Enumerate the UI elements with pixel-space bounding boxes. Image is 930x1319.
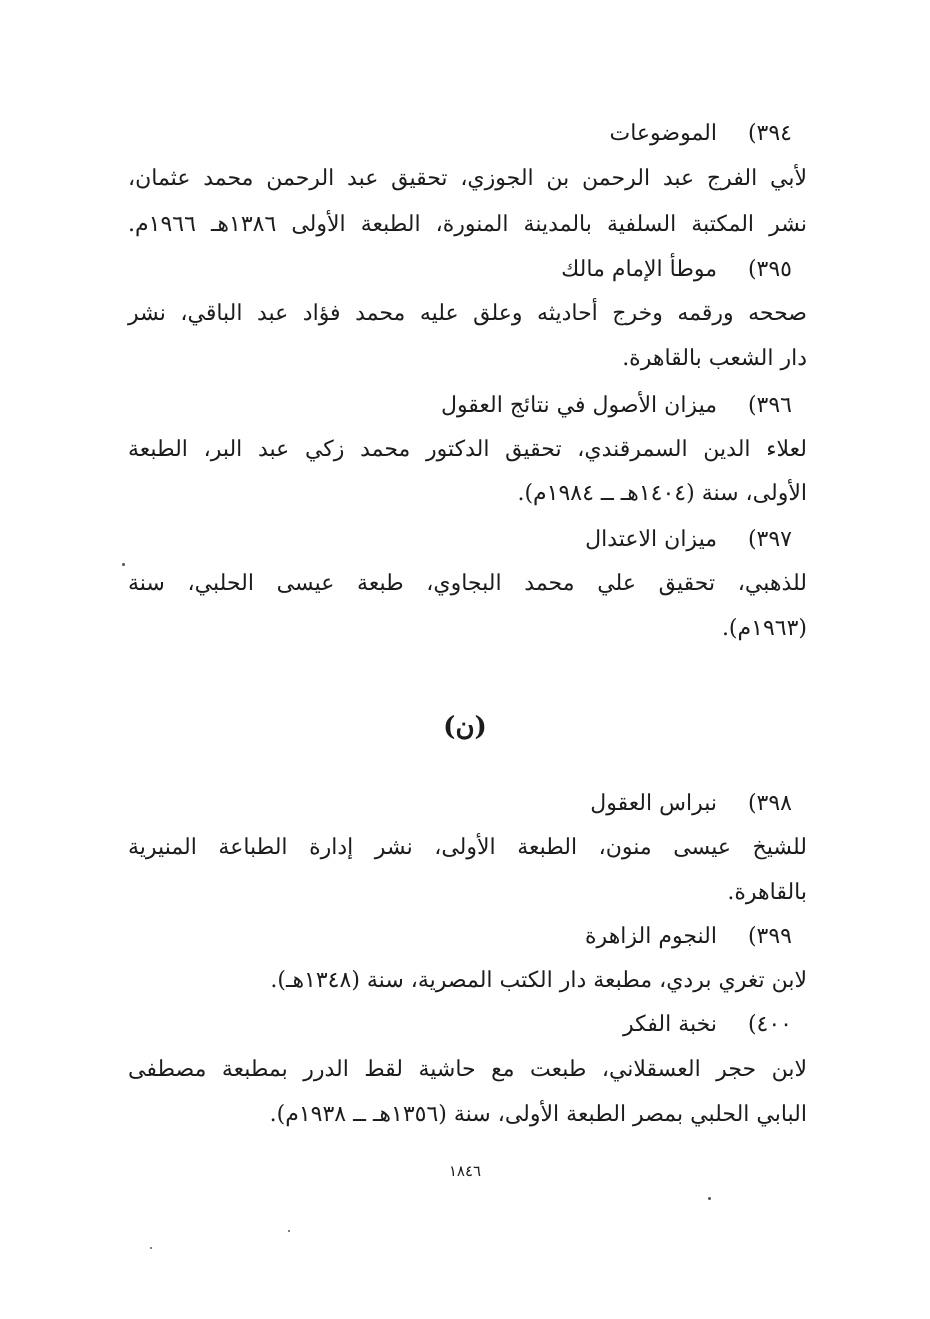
- entry-title: موطأ الإمام مالك: [561, 257, 717, 282]
- entry-text-line: نشر المكتبة السلفية بالمدينة المنورة، الطبعة الأولى ١٣٨٦هـ ١٩٦٦م.: [128, 212, 807, 237]
- entry-text-line: لعلاء الدين السمرقندي، تحقيق الدكتور محمد زكي عبد البر، الطبعة: [128, 437, 807, 462]
- scan-speck: [122, 563, 125, 566]
- entry-text-line: لأبي الفرج عبد الرحمن بن الجوزي، تحقيق عبد الرحمن محمد عثمان،: [128, 166, 807, 191]
- entry-text-line: دار الشعب بالقاهرة.: [622, 346, 807, 371]
- entry-title: نبراس العقول: [590, 791, 717, 816]
- entry-number: ٣٩٤): [747, 121, 792, 146]
- entry-text-line: لابن حجر العسقلاني، طبعت مع حاشية لقط الدرر بمطبعة مصطفى: [128, 1057, 807, 1082]
- entry-text-line: لابن تغري بردي، مطبعة دار الكتب المصرية، سنة (١٣٤٨هـ).: [270, 968, 807, 993]
- entry-text-line: للشيخ عيسى منون، الطبعة الأولى، نشر إدارة الطباعة المنيرية: [128, 835, 807, 860]
- entry-number: ٣٩٨): [747, 791, 792, 816]
- scan-speck: [150, 1247, 152, 1249]
- entry-title: الموضوعات: [609, 121, 717, 146]
- scan-speck: [708, 1197, 711, 1200]
- entry-text-line: صححه ورقمه وخرج أحاديثه وعلق عليه محمد فؤاد عبد الباقي، نشر: [128, 301, 807, 326]
- entry-title: ميزان الاعتدال: [585, 527, 717, 552]
- entry-number: ٣٩٥): [747, 257, 792, 282]
- page-number: ١٨٤٦: [448, 1162, 482, 1180]
- entry-text-line: البابي الحلبي بمصر الطبعة الأولى، سنة (١٣٥٦هـ ــ ١٩٣٨م).: [269, 1102, 807, 1127]
- entry-number: ٣٩٧): [747, 527, 792, 552]
- scan-speck: [288, 1230, 290, 1232]
- entry-title: النجوم الزاهرة: [585, 924, 717, 949]
- section-heading: (ن): [443, 712, 487, 742]
- entry-title: ميزان الأصول في نتائج العقول: [440, 393, 717, 418]
- entry-text-line: الأولى، سنة (١٤٠٤هـ ــ ١٩٨٤م).: [517, 481, 807, 506]
- entry-text-line: للذهبي، تحقيق علي محمد البجاوي، طبعة عيسى الحلبي، سنة: [128, 571, 807, 596]
- entry-number: ٣٩٦): [747, 393, 792, 418]
- entry-number: ٤٠٠): [747, 1012, 792, 1037]
- entry-number: ٣٩٩): [747, 924, 792, 949]
- entry-text-line: (١٩٦٣م).: [721, 616, 807, 641]
- entry-text-line: بالقاهرة.: [727, 880, 807, 905]
- entry-title: نخبة الفكر: [623, 1012, 717, 1037]
